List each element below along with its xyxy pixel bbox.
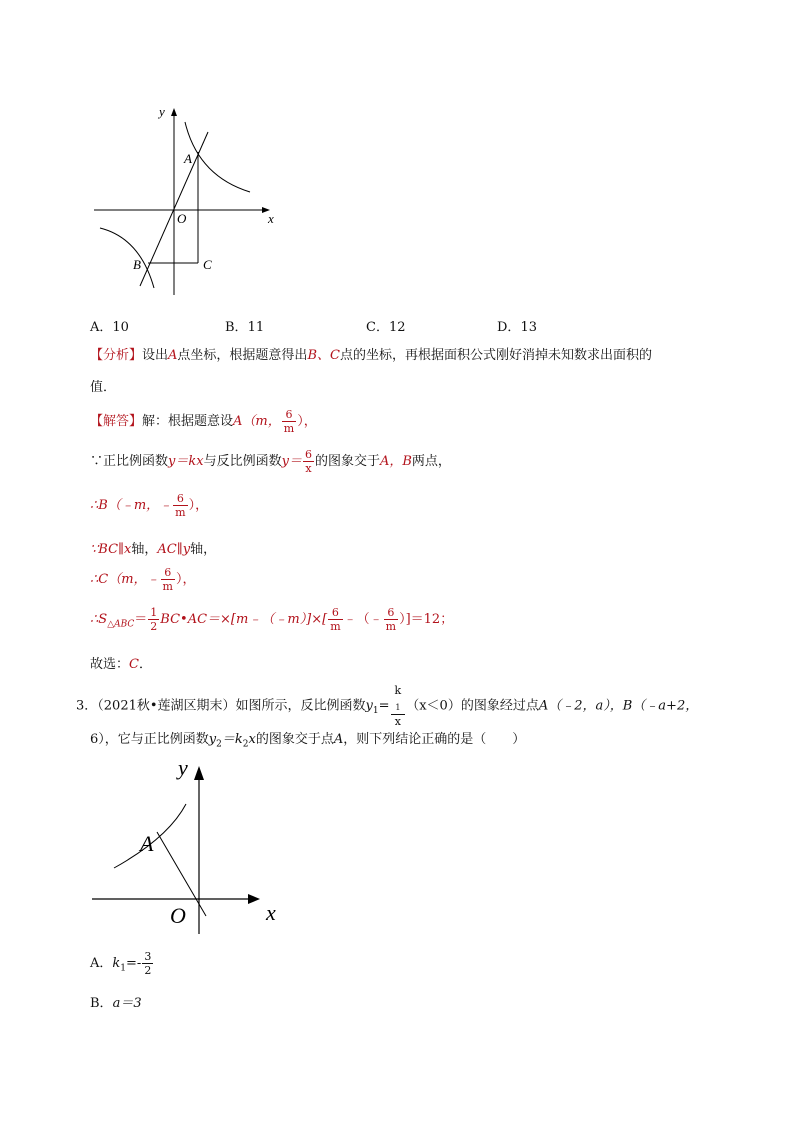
label-A: A [184, 151, 192, 166]
label-O: O [170, 903, 186, 928]
figure-hyperbola-triangle [88, 100, 288, 300]
x-axis-arrow [248, 894, 260, 904]
analysis-line-1: 【分析】设出A点坐标，根据题意得出B、C点的坐标，再根据面积公式刚好消掉未知数求出面积的 [90, 348, 652, 363]
y-axis-arrow [171, 108, 177, 116]
q3-option-a: A．$k_1=-$ $\frac{3}{2}$ [90, 950, 152, 977]
option-a: A．10 [90, 320, 129, 335]
label-y: y [159, 104, 165, 119]
answer-line-6: $\therefore S_{\triangle ABC}=$ $\frac{1}{2}$ BC•AC＝×[m﹣（﹣m）]×[ $\frac{6}{m}$ ﹣（﹣ $\frac{6}{m}$ ）]＝12； [90, 606, 454, 633]
label-B: B [133, 257, 141, 272]
figure-hyperbola-line [88, 750, 298, 940]
label-C: C [203, 257, 212, 272]
y-axis-arrow [194, 766, 204, 780]
question-3-line-1: 3．（2021秋•莲湖区期末）如图所示，反比例函数$y_1=$ k $_1$ x （x＜0）的图象经过点A（﹣2，a），B（﹣a+2， [76, 684, 699, 729]
analysis-line-2: 值． [90, 380, 117, 395]
answer-line-2: ∵正比例函数y＝kx与反比例函数y＝ $\frac{6}{x}$ 的图象交于A，B两点， [90, 448, 451, 475]
option-d: D．13 [497, 320, 537, 335]
answer-line-7: 故选：C． [90, 657, 152, 672]
question-3-line-2: 6），它与正比例函数$y_2=k_2x$的图象交于点A，则下列结论正确的是（ ） [90, 732, 526, 750]
label-O: O [177, 211, 187, 226]
answer-line-1: 【解答】解：根据题意设A（m， $\frac{6}{m}$ ）， [90, 408, 317, 435]
label-A: A [140, 831, 154, 856]
answer-line-3: ∴B（﹣m，﹣ $\frac{6}{m}$ ）， [90, 492, 209, 519]
q3-option-b: B．a＝3 [90, 996, 142, 1011]
option-b: B．11 [225, 320, 265, 335]
label-y: y [178, 755, 188, 780]
hyperbola-branch-q1 [185, 122, 250, 192]
answer-line-5: ∴C（m，﹣ $\frac{6}{m}$ ）， [90, 566, 196, 593]
label-x: x [268, 211, 274, 226]
hyperbola-branch-q3 [100, 228, 154, 288]
option-c: C．12 [366, 320, 406, 335]
answer-line-4: ∵BC∥x轴，AC∥y轴， [90, 542, 217, 557]
label-x: x [266, 900, 276, 925]
